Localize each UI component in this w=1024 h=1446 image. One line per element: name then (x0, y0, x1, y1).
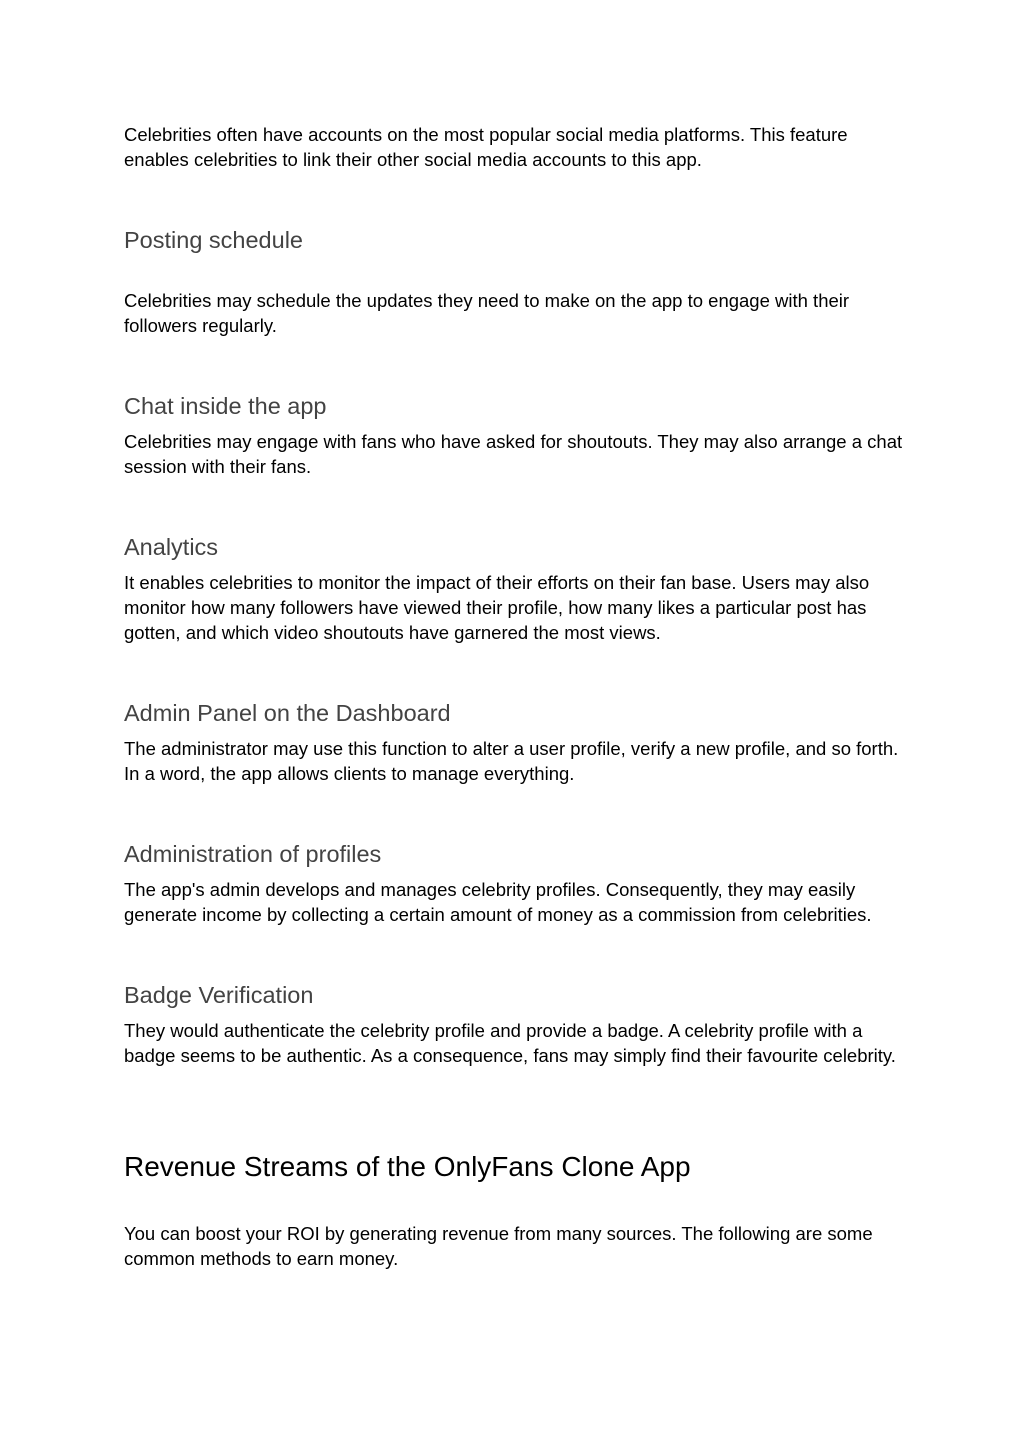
section-heading-chat-inside-app: Chat inside the app (124, 393, 327, 419)
intro-paragraph: Celebrities often have accounts on the most popular social media platforms. This feature enables celebrities to link their other social media accounts to this app. (124, 124, 848, 170)
section-body-badge-verification: They would authenticate the celebrity profile and provide a badge. A celebrity profile with a badge seems to be authentic. As a consequence, fans may simply find their favourite celebrity. (124, 1020, 896, 1066)
section-heading-analytics: Analytics (124, 534, 219, 560)
section-body-chat-inside-app: Celebrities may engage with fans who have asked for shoutouts. They may also arrange a chat session with their fans. (124, 431, 903, 477)
section-body-posting-schedule: Celebrities may schedule the updates they need to make on the app to engage with their followers regularly. (124, 290, 850, 336)
revenue-body: You can boost your ROI by generating revenue from many sources. The following are some common methods to earn money. (124, 1223, 873, 1269)
section-heading-administration-of-profiles: Administration of profiles (124, 841, 382, 867)
section-heading-posting-schedule: Posting schedule (124, 227, 303, 253)
section-body-analytics: It enables celebrities to monitor the impact of their efforts on their fan base. Users may also monitor how many followers have viewed their profile, how many likes a particular post has gotten, and which video shoutouts have garnered the most views. (124, 572, 870, 643)
section-body-administration-of-profiles: The app's admin develops and manages celebrity profiles. Consequently, they may easily generate income by collecting a certain amount of money as a commission from celebrities. (124, 879, 872, 925)
revenue-heading: Revenue Streams of the OnlyFans Clone App (124, 1151, 691, 1182)
section-heading-badge-verification: Badge Verification (124, 982, 314, 1008)
section-heading-admin-panel: Admin Panel on the Dashboard (124, 700, 451, 726)
section-body-admin-panel: The administrator may use this function to alter a user profile, verify a new profile, and so forth. In a word, the app allows clients to manage everything. (124, 738, 899, 784)
